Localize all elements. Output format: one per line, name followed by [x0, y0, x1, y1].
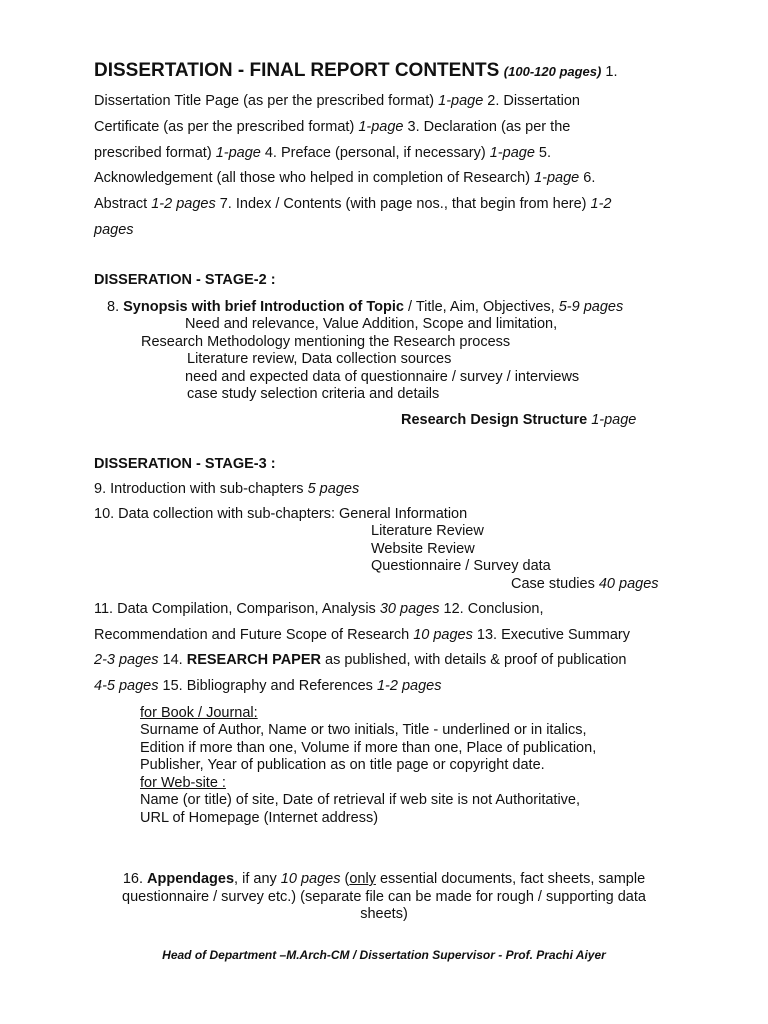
appendages-line — [0, 889, 768, 905]
text-run: 1-page — [215, 145, 261, 161]
intro-line — [94, 145, 551, 161]
footer-signature: Head of Department –M.Arch-CM / Dissertation Supervisor - Prof. Prachi Aiyer — [162, 948, 606, 962]
text-run: Literature Review — [371, 523, 484, 539]
text-run: 10 pages — [413, 627, 473, 643]
stage2-line — [185, 369, 579, 385]
text-run: Synopsis with brief Introduction of Topic — [123, 299, 404, 315]
appendages-line — [0, 906, 768, 922]
text-run: 12. Conclusion, — [439, 601, 544, 617]
text-run: Research Design Structure — [401, 412, 588, 428]
text-run: sheets) — [360, 906, 408, 922]
text-run: 1-page — [534, 170, 580, 186]
text-run: 10 pages — [280, 871, 341, 887]
text-run: Publisher, Year of publication as on title page or copyright date. — [140, 757, 545, 773]
stage3-line — [94, 601, 544, 617]
text-run: 40 pages — [598, 576, 659, 592]
text-run: 8. — [107, 299, 124, 315]
text-run: Research Methodology mentioning the Research process — [141, 334, 511, 350]
text-run: URL of Homepage (Internet address) — [140, 810, 379, 826]
text-run: Recommendation and Future Scope of Research — [94, 627, 414, 643]
text-run: Literature review, Data collection sources — [187, 351, 452, 367]
stage2-heading: DISSERATION - STAGE-2 : — [94, 272, 276, 288]
biblio-line — [140, 810, 378, 826]
intro-line — [94, 93, 580, 109]
stage3-line — [94, 506, 467, 522]
text-run: ( — [340, 871, 350, 887]
intro-line — [94, 222, 134, 238]
text-run: Acknowledgement (all those who helped in completion of Research) — [94, 170, 535, 186]
intro-line — [94, 119, 570, 135]
text-run: 4-5 pages — [94, 678, 159, 694]
stage3-line — [511, 576, 659, 592]
appendages-line — [0, 871, 768, 887]
biblio-line — [140, 792, 580, 808]
text-run: 1-2 pages — [151, 196, 216, 212]
stage2-line — [187, 386, 439, 402]
text-run: case study selection criteria and details — [187, 386, 440, 402]
text-run: 4. Preface (personal, if necessary) — [260, 145, 490, 161]
text-run: 11. Data Compilation, Comparison, Analysis — [94, 601, 380, 617]
biblio-line — [140, 722, 586, 738]
text-run: 9. Introduction with sub-chapters — [94, 481, 308, 497]
stage3-line — [94, 678, 441, 694]
stage3-line — [371, 541, 475, 557]
text-run: 10. Data collection with sub-chapters: General Information — [94, 506, 468, 522]
text-run: 5-9 pages — [558, 299, 624, 315]
text-run: / Title, Aim, Objectives, — [404, 299, 559, 315]
stage2-line — [107, 299, 623, 315]
text-run: 1-2 — [590, 196, 612, 212]
text-run: prescribed format) — [94, 145, 216, 161]
intro-line — [601, 64, 617, 80]
title-line — [94, 60, 617, 82]
text-run: for Web-site : — [140, 775, 226, 791]
text-run: 14. — [158, 652, 187, 668]
text-run: as published, with details & proof of publication — [321, 652, 627, 668]
stage2-line — [185, 316, 557, 332]
text-run: Surname of Author, Name or two initials, Title - underlined or in italics, — [140, 722, 587, 738]
text-run: 1-page — [591, 412, 637, 428]
text-run: Case studies — [511, 576, 599, 592]
research-design-line — [401, 412, 636, 428]
stage2-line — [141, 334, 510, 350]
biblio-line — [140, 740, 596, 756]
text-run: 1. — [601, 64, 618, 80]
stage2-line — [187, 351, 451, 367]
text-run: Need and relevance, Value Addition, Scope and limitation, — [185, 316, 558, 332]
text-run: 30 pages — [379, 601, 440, 617]
text-run: Abstract — [94, 196, 152, 212]
text-run: questionnaire / survey etc.) (separate file can be made for rough / supporting data — [122, 889, 646, 905]
text-run: RESEARCH PAPER — [186, 652, 321, 668]
text-run: Dissertation Title Page (as per the prescribed format) — [94, 93, 439, 109]
stage3-line — [94, 627, 630, 643]
text-run: 7. Index / Contents (with page nos., that begin from here) — [215, 196, 591, 212]
text-run: 2-3 pages — [94, 652, 159, 668]
stage3-line — [94, 481, 359, 497]
text-run: 2. Dissertation — [483, 93, 580, 109]
text-run: Certificate (as per the prescribed format) — [94, 119, 359, 135]
text-run: 5 pages — [307, 481, 360, 497]
text-run: 1-2 pages — [376, 678, 442, 694]
stage3-line — [371, 558, 551, 574]
text-run: for Book / Journal: — [140, 705, 258, 721]
stage3-line — [94, 652, 627, 668]
biblio-line — [140, 775, 226, 791]
text-run: 16. — [122, 871, 148, 887]
text-run: Name (or title) of site, Date of retrieval if web site is not Authoritative, — [140, 792, 581, 808]
text-run: 1-page — [489, 145, 535, 161]
text-run: Website Review — [371, 541, 475, 557]
text-run: , if any — [234, 871, 281, 887]
stage3-line — [371, 523, 484, 539]
text-run: 5. — [534, 145, 552, 161]
text-run: 13. Executive Summary — [472, 627, 631, 643]
document-title-pages: (100-120 pages) — [503, 64, 602, 79]
text-run: 1-page — [438, 93, 484, 109]
text-run: pages — [94, 222, 134, 238]
text-run: 3. Declaration (as per the — [403, 119, 571, 135]
text-run: only — [349, 871, 376, 887]
text-run: 15. Bibliography and References — [158, 678, 377, 694]
biblio-line — [140, 757, 545, 773]
document-title: DISSERTATION - FINAL REPORT CONTENTS — [94, 60, 500, 81]
text-run: need and expected data of questionnaire / survey / interviews — [185, 369, 580, 385]
text-run: 1-page — [358, 119, 404, 135]
biblio-line — [140, 705, 258, 721]
text-run: Appendages — [147, 871, 235, 887]
text-run: essential documents, fact sheets, sample — [375, 871, 646, 887]
intro-line — [94, 196, 611, 212]
text-run: Edition if more than one, Volume if more than one, Place of publication, — [140, 740, 597, 756]
stage3-heading: DISSERATION - STAGE-3 : — [94, 456, 276, 472]
intro-line — [94, 170, 595, 186]
text-run: 6. — [579, 170, 596, 186]
text-run: Questionnaire / Survey data — [371, 558, 551, 574]
